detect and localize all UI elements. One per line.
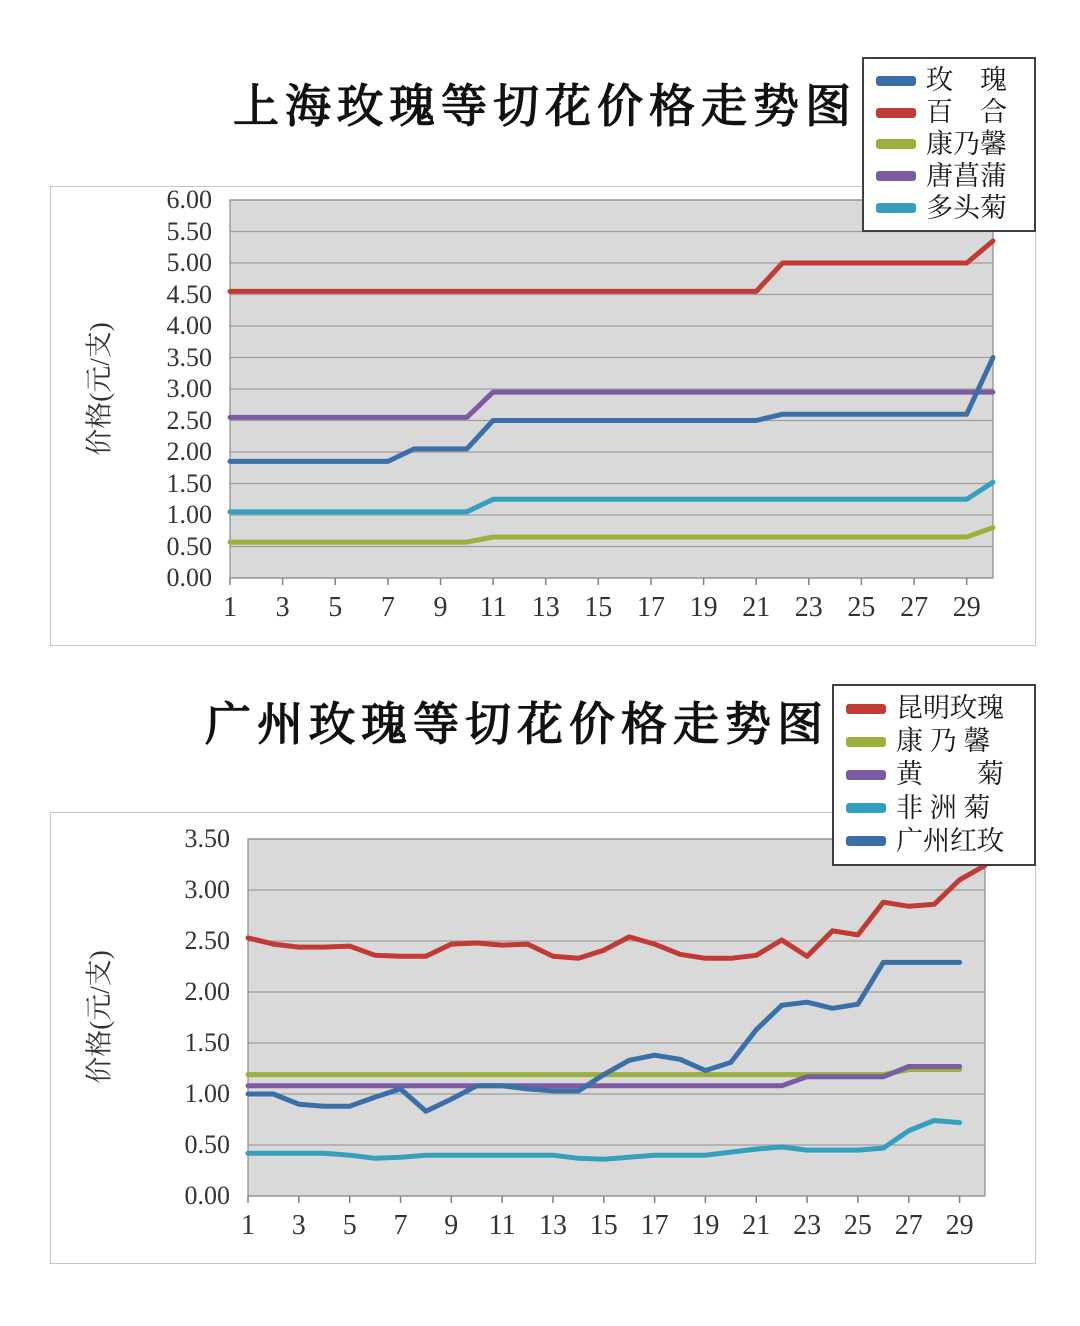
legend-label: 黄 菊 — [896, 759, 1004, 790]
spray-chrysanthemum-series-swatch — [876, 203, 916, 213]
legend-item-carnation — [876, 128, 1028, 159]
x-tick-label: 7 — [380, 592, 395, 623]
y-tick-label: 0.50 — [166, 531, 212, 561]
x-tick-label: 29 — [945, 1210, 974, 1241]
x-tick-label: 9 — [444, 1210, 459, 1241]
legend-label: 百 合 — [926, 97, 1007, 128]
guangzhou-y-axis-title: 价格(元/支) — [84, 950, 115, 1084]
x-tick-label: 13 — [531, 592, 560, 623]
legend-label: 康 乃 馨 — [896, 726, 991, 757]
y-tick-label: 2.50 — [166, 405, 212, 435]
y-tick-label: 3.00 — [166, 374, 212, 403]
kunming-rose-series-swatch — [846, 704, 886, 714]
x-tick-label: 13 — [539, 1210, 567, 1241]
legend-label: 唐菖蒲 — [926, 160, 1007, 191]
carnation-series-swatch — [846, 737, 886, 747]
y-tick-label: 3.50 — [166, 342, 212, 372]
y-tick-label: 5.50 — [166, 216, 212, 246]
x-tick-label: 25 — [847, 592, 876, 623]
y-tick-label: 5.00 — [166, 248, 212, 277]
y-tick-label: 1.00 — [184, 1079, 230, 1108]
legend-label: 康乃馨 — [926, 128, 1007, 159]
y-tick-label: 2.50 — [184, 926, 230, 955]
x-tick-label: 29 — [952, 592, 981, 623]
x-tick-label: 23 — [794, 592, 823, 623]
y-tick-label: 6.00 — [166, 185, 212, 214]
legend-item-gladiolus — [876, 160, 1028, 191]
legend-item-gerbera — [846, 792, 1028, 823]
legend-label: 玫 瑰 — [926, 65, 1007, 96]
legend-item-carnation — [846, 728, 1028, 755]
rose-series-swatch — [876, 76, 916, 86]
guangzhou-red-rose-series-swatch — [846, 836, 886, 846]
x-tick-label: 25 — [843, 1210, 872, 1241]
legend-label: 多头菊 — [926, 192, 1007, 223]
x-tick-label: 17 — [640, 1210, 669, 1241]
x-tick-label: 3 — [291, 1210, 306, 1241]
legend-label: 广州红玫 — [896, 825, 1004, 856]
yellow-chrysanthemum-series-swatch — [846, 770, 886, 780]
y-tick-label: 1.50 — [166, 468, 212, 498]
y-tick-label: 2.00 — [184, 977, 230, 1006]
legend-label: 昆明玫瑰 — [896, 693, 1004, 724]
x-tick-label: 15 — [589, 1210, 618, 1241]
x-tick-label: 9 — [433, 592, 448, 623]
y-tick-label: 3.50 — [184, 824, 230, 853]
y-tick-label: 0.00 — [166, 563, 212, 592]
x-tick-label: 15 — [584, 592, 613, 623]
x-tick-label: 11 — [488, 1210, 516, 1241]
x-tick-label: 27 — [894, 1210, 923, 1241]
y-tick-label: 4.50 — [166, 279, 212, 309]
guangzhou-chart-title: 广州玫瑰等切花价格走势图 — [205, 698, 829, 750]
y-tick-label: 1.50 — [184, 1028, 230, 1057]
legend-item-kunming-rose — [846, 695, 1028, 722]
x-tick-label: 5 — [342, 1210, 357, 1241]
x-tick-label: 11 — [479, 592, 507, 623]
y-tick-label: 2.00 — [166, 437, 212, 466]
carnation-series-swatch — [876, 139, 916, 149]
legend-item-guangzhou-red-rose — [846, 825, 1028, 856]
x-tick-label: 21 — [742, 592, 771, 623]
x-tick-label: 7 — [393, 1210, 408, 1241]
gladiolus-series-swatch — [876, 171, 916, 181]
x-tick-label: 19 — [691, 1210, 720, 1241]
x-tick-label: 23 — [793, 1210, 822, 1241]
y-tick-label: 3.00 — [184, 875, 230, 904]
shanghai-chart-title: 上海玫瑰等切花价格走势图 — [233, 80, 857, 132]
shanghai-y-axis-title: 价格(元/支) — [84, 322, 115, 456]
guangzhou-legend — [832, 684, 1036, 866]
legend-item-yellow-chrysanthemum — [846, 761, 1028, 788]
y-tick-label: 4.00 — [166, 311, 212, 340]
shanghai-legend — [862, 57, 1036, 232]
lily-series-swatch — [876, 108, 916, 118]
x-tick-label: 17 — [637, 592, 665, 623]
x-tick-label: 27 — [900, 592, 929, 623]
y-tick-label: 0.50 — [184, 1130, 230, 1159]
legend-item-lily — [876, 99, 1028, 126]
gerbera-series-swatch — [846, 803, 886, 813]
x-tick-label: 1 — [241, 1210, 255, 1241]
y-tick-label: 0.00 — [184, 1181, 230, 1210]
x-tick-label: 19 — [689, 592, 718, 623]
x-tick-label: 21 — [742, 1210, 771, 1241]
x-tick-label: 3 — [275, 592, 290, 623]
legend-label: 非 洲 菊 — [896, 792, 991, 823]
legend-item-rose — [876, 67, 1028, 94]
y-tick-label: 1.00 — [166, 500, 212, 529]
x-tick-label: 1 — [223, 592, 237, 623]
x-tick-label: 5 — [328, 592, 343, 623]
legend-item-spray-chrysanthemum — [876, 192, 1028, 223]
